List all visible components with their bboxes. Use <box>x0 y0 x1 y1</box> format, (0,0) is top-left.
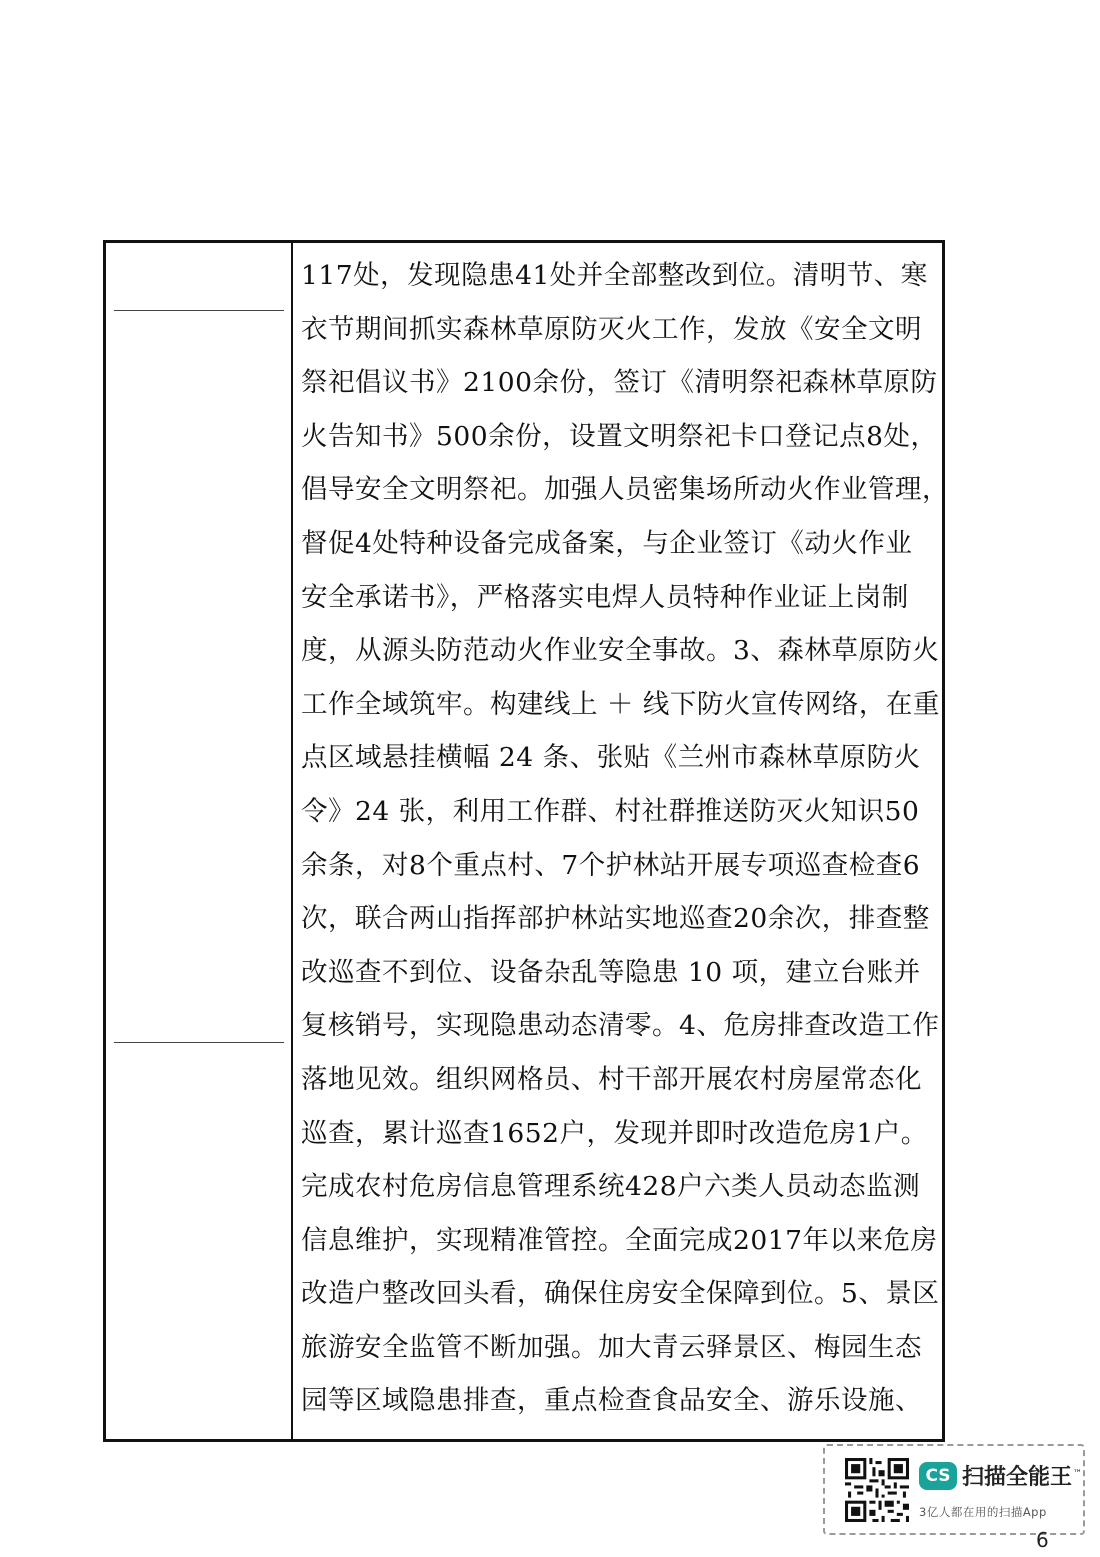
text-line: 园等区域隐患排查，重点检查食品安全、游乐设施、 <box>301 1385 922 1417</box>
text-line: 余条，对8个重点村、7个护林站开展专项巡查检查6 <box>301 849 921 881</box>
body-text <box>301 249 949 1428</box>
text-line: 信息维护，实现精准管控。全面完成2017年以来危房 <box>301 1224 938 1256</box>
text-line: 117处，发现隐患41处并全部整改到位。清明节、寒 <box>301 260 928 291</box>
text-line: 衣节期间抓实森林草原防灭火工作，发放《安全文明 <box>301 313 922 345</box>
text-line: 复核销号，实现隐患动态清零。4、危房排查改造工作 <box>301 1010 940 1042</box>
column-divider <box>291 243 293 1439</box>
page-number: 6 <box>1036 1528 1049 1552</box>
text-line: 落地见效。组织网格员、村干部开展农村房屋常态化 <box>301 1063 922 1095</box>
scanner-watermark-badge <box>823 1444 1085 1535</box>
qr-code-icon <box>845 1458 909 1522</box>
text-line: 工作全域筑牢。构建线上 ＋ 线下防火宣传网络，在重 <box>301 688 940 720</box>
left-column-rule <box>114 1042 284 1043</box>
left-column-rule <box>114 310 284 311</box>
text-line: 改造户整改回头看，确保住房安全保障到位。5、景区 <box>301 1278 940 1310</box>
text-line: 督促4处特种设备完成备案，与企业签订《动火作业 <box>301 527 913 559</box>
brand-tagline: 3亿人都在用的扫描App <box>919 1505 1047 1519</box>
text-line: 完成农村危房信息管理系统428户六类人员动态监测 <box>301 1171 921 1203</box>
text-line: 安全承诺书》，严格落实电焊人员特种作业证上岗制 <box>301 581 909 613</box>
text-line: 祭祀倡议书》2100余份，签订《清明祭祀森林草原防 <box>301 367 938 399</box>
text-line: 旅游安全监管不断加强。加大青云驿景区、梅园生态 <box>301 1331 922 1363</box>
brand-name: 扫描全能王™ <box>962 1465 1083 1490</box>
text-line: 令》24 张，利用工作群、村社群推送防灭火知识50 <box>301 795 920 827</box>
text-line: 点区域悬挂横幅 24 条、张贴《兰州市森林草原防火 <box>301 742 921 774</box>
text-line: 火告知书》500余份，设置文明祭祀卡口登记点8处， <box>301 420 938 452</box>
document-table <box>103 240 949 1442</box>
text-line: 倡导安全文明祭祀。加强人员密集场所动火作业管理， <box>301 474 949 506</box>
text-line: 次，联合两山指挥部护林站实地巡查20余次，排查整 <box>301 903 930 935</box>
text-line: 改巡查不到位、设备杂乱等隐患 10 项，建立台账并 <box>301 956 921 988</box>
text-line: 巡查，累计巡查1652户，发现并即时改造危房1户。 <box>301 1117 928 1149</box>
text-line: 度，从源头防范动火作业安全事故。3、森林草原防火 <box>301 635 940 667</box>
camscanner-logo-icon: CS <box>919 1462 957 1490</box>
